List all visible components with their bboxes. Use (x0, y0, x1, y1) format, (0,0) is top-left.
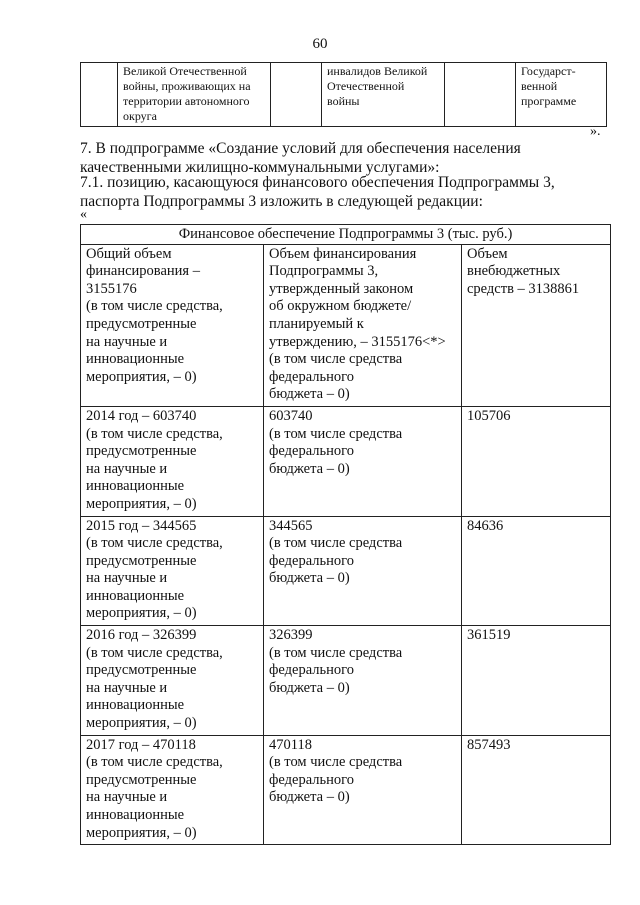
text-line: 84636 (467, 517, 504, 534)
table-cell (264, 406, 462, 516)
text-line: программе (521, 94, 577, 108)
table-cell-empty (81, 63, 118, 127)
year-total (86, 627, 258, 733)
text-line: паспорта Подпрограммы 3 изложить в следующей редакции: (80, 193, 483, 210)
text-line: бюджета – 0) (269, 570, 350, 587)
table-cell (81, 626, 264, 736)
text-line: 361519 (467, 627, 511, 644)
table-row (81, 735, 611, 845)
table-cell (462, 244, 611, 406)
table-cell (81, 406, 264, 516)
text-line: мероприятия, – 0) (86, 824, 197, 841)
table-cell (81, 244, 264, 406)
table-cell (81, 516, 264, 626)
text-line: федерального (269, 771, 354, 788)
table-row (81, 63, 607, 127)
table-row (81, 626, 611, 736)
text-line: 2014 год – 603740 (86, 407, 197, 424)
text-line: федерального (269, 552, 354, 569)
text-line: инновационные (86, 697, 185, 714)
text-line: предусмотренные (86, 443, 197, 460)
text-line: Великой Отечественной (123, 64, 247, 78)
text-line: федерального (269, 368, 354, 385)
text-line: планируемый к (269, 315, 364, 332)
text-line: (в том числе средства (269, 754, 403, 771)
okrug-budget-header (269, 246, 456, 404)
year-extra (467, 627, 605, 645)
text-line: инвалидов Великой (327, 64, 428, 78)
text-line: бюджета – 0) (269, 386, 350, 403)
table-row (81, 516, 611, 626)
text-line: 470118 (269, 736, 312, 753)
table-cell (462, 516, 611, 626)
continued-table-fragment (80, 62, 607, 127)
year-total (86, 737, 258, 843)
text-line: на научные и (86, 333, 168, 350)
text-line: войны (327, 94, 360, 108)
text-line: (в том числе средства, (86, 754, 223, 771)
year-extra (467, 737, 605, 755)
year-okrug (269, 737, 456, 807)
financing-table (80, 224, 611, 845)
total-financing-header (86, 246, 258, 387)
text-line: федерального (269, 443, 354, 460)
text-line: округа (123, 109, 157, 123)
text-line: финансирования – (86, 263, 200, 280)
table-row (81, 406, 611, 516)
paragraph-7-1 (80, 173, 610, 211)
table-header-row (81, 244, 611, 406)
table-title: Финансовое обеспечение Подпрограммы 3 (тыс. руб.) (81, 225, 611, 245)
year-extra (467, 518, 605, 536)
year-okrug (269, 627, 456, 697)
text-line: предусмотренные (86, 662, 197, 679)
text-line: 326399 (269, 627, 313, 644)
table-title-row (81, 225, 611, 245)
text-line: 2016 год – 326399 (86, 627, 197, 644)
text-line: (в том числе средства, (86, 298, 223, 315)
text-line: (в том числе средства (269, 644, 403, 661)
text-line: Государст- (521, 64, 576, 78)
table-cell (264, 626, 462, 736)
text-line: территории автономного (123, 94, 250, 108)
text-line: мероприятия, – 0) (86, 368, 197, 385)
text-line: Объем (467, 245, 508, 262)
text-line: (в том числе средства (269, 351, 403, 368)
text-line: бюджета – 0) (269, 460, 350, 477)
text-line: инновационные (86, 351, 185, 368)
text-line: предусмотренные (86, 552, 197, 569)
table-cell (264, 516, 462, 626)
text-line: Общий объем (86, 245, 172, 262)
text-line: 857493 (467, 736, 511, 753)
text-line: предусмотренные (86, 315, 197, 332)
text-line: (в том числе средства, (86, 535, 223, 552)
paragraph-7 (80, 139, 610, 177)
table-cell-empty (271, 63, 322, 127)
text-line: венной (521, 79, 558, 93)
text-line: средств – 3138861 (467, 280, 580, 297)
program-text (521, 64, 601, 109)
text-line: об окружном бюджете/ (269, 298, 412, 315)
table-cell (462, 626, 611, 736)
opening-quote-mark: « (80, 207, 87, 222)
table-cell (516, 63, 607, 127)
veterans-text (123, 64, 265, 124)
year-total (86, 518, 258, 624)
text-line: 2015 год – 344565 (86, 517, 197, 534)
text-line: 7.1. позицию, касающуюся финансового обеспечения Подпрограммы 3, (80, 174, 555, 191)
text-line: инновационные (86, 807, 185, 823)
text-line: Отечественной (327, 79, 405, 93)
text-line: 603740 (269, 407, 313, 424)
text-line: 2017 год – 470118 (86, 736, 196, 753)
text-line: на научные и (86, 789, 168, 806)
text-line: на научные и (86, 679, 168, 696)
table-cell (264, 244, 462, 406)
table-cell (118, 63, 271, 127)
text-line: бюджета – 0) (269, 679, 350, 696)
text-line: внебюджетных (467, 263, 561, 280)
closing-quote-mark: ». (590, 124, 601, 139)
extrabudgetary-header (467, 246, 605, 299)
text-line: на научные и (86, 570, 168, 587)
text-line: инновационные (86, 587, 185, 604)
table-cell (81, 735, 264, 845)
text-line: (в том числе средства, (86, 644, 223, 661)
table-cell (322, 63, 445, 127)
text-line: инновационные (86, 478, 185, 495)
text-line: мероприятия, – 0) (86, 715, 197, 732)
text-line: предусмотренные (86, 771, 197, 788)
text-line: на научные и (86, 460, 168, 477)
text-line: войны, проживающих на (123, 79, 251, 93)
text-line: мероприятия, – 0) (86, 605, 197, 622)
table-cell (264, 735, 462, 845)
text-line: (в том числе средства (269, 425, 403, 442)
year-okrug (269, 408, 456, 478)
text-line: 344565 (269, 517, 313, 534)
text-line: мероприятия, – 0) (86, 495, 197, 512)
text-line: федерального (269, 662, 354, 679)
text-line: 105706 (467, 407, 511, 424)
invalids-text (327, 64, 439, 109)
text-line: бюджета – 0) (269, 789, 350, 806)
year-okrug (269, 518, 456, 588)
text-line: качественными жилищно-коммунальными услугами»: (80, 159, 440, 176)
page-number: 60 (312, 36, 328, 52)
text-line: Подпрограммы 3, (269, 263, 379, 280)
text-line: утверждению, – 3155176<*> (269, 333, 446, 350)
year-total (86, 408, 258, 514)
text-line: (в том числе средства, (86, 425, 223, 442)
text-line: (в том числе средства (269, 535, 403, 552)
text-line: 3155176 (86, 280, 137, 297)
text-line: утвержденный законом (269, 280, 414, 297)
table-cell (462, 735, 611, 845)
year-extra (467, 408, 605, 426)
text-line: Объем финансирования (269, 245, 417, 262)
table-cell-empty (445, 63, 516, 127)
table-cell (462, 406, 611, 516)
text-line: 7. В подпрограмме «Создание условий для обеспечения населения (80, 140, 521, 157)
